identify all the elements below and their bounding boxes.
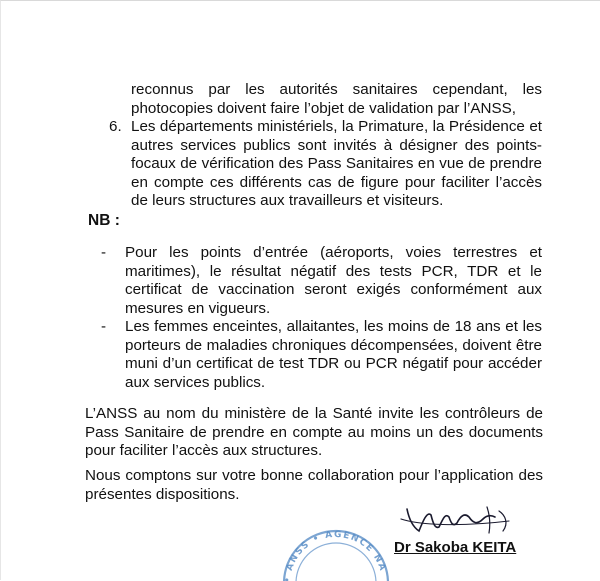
bullet-item [101,318,542,392]
intro-line-1: reconnus par les autorités sanitaires cependant, les [131,81,542,98]
list-number: 6. [109,118,122,135]
list-item-6 [109,118,542,211]
nb-heading: NB : [88,212,120,229]
bullet-text: Les femmes enceintes, allaitantes, les moins de 18 ans et les porteurs de maladies chroniques décompensées, doivent être muni d’un certificat de test TDR ou PCR négatif pour accéder aux services publics. [125,318,542,391]
paragraph-controllers: L’ANSS au nom du ministère de la Santé invite les contrôleurs de Pass Sanitaire de prendre en compte au moins un des documents pour faciliter l’accès aux structures. [85,405,543,460]
bullet-text: Pour les points d’entrée (aéroports, voies terrestres et maritimes), le résultat négatif des tests PCR, TDR et le certificat de vaccination seront exigés conformément aux mesures en vigueurs. [125,244,542,317]
svg-text:• ANSS • AGENCE NA: • ANSS • AGENCE NA [282,529,388,581]
bullet-item [101,244,542,318]
bullet-dash: - [101,318,107,335]
bullet-dash: - [101,244,107,261]
intro-line-2: photocopies doivent faire l’objet de validation par l’ANSS, [131,99,516,117]
handwritten-signature [399,501,519,541]
signatory-name: Dr Sakoba KEITA [394,539,517,556]
list-item-text: Les départements ministériels, la Primature, la Présidence et autres services publics sont invités à désigner des points-focaux de vérification des Pass Sanitaires en vue de prendre en compte ces différents cas de figure pour faciliter l’accès de leurs structures aux travailleurs et visiteurs. [131,118,542,210]
paragraph-collaboration: Nous comptons sur votre bonne collaboration pour l’application des présentes dispositions. [85,467,543,503]
intro-continuation [131,81,542,118]
official-stamp [276,523,396,581]
